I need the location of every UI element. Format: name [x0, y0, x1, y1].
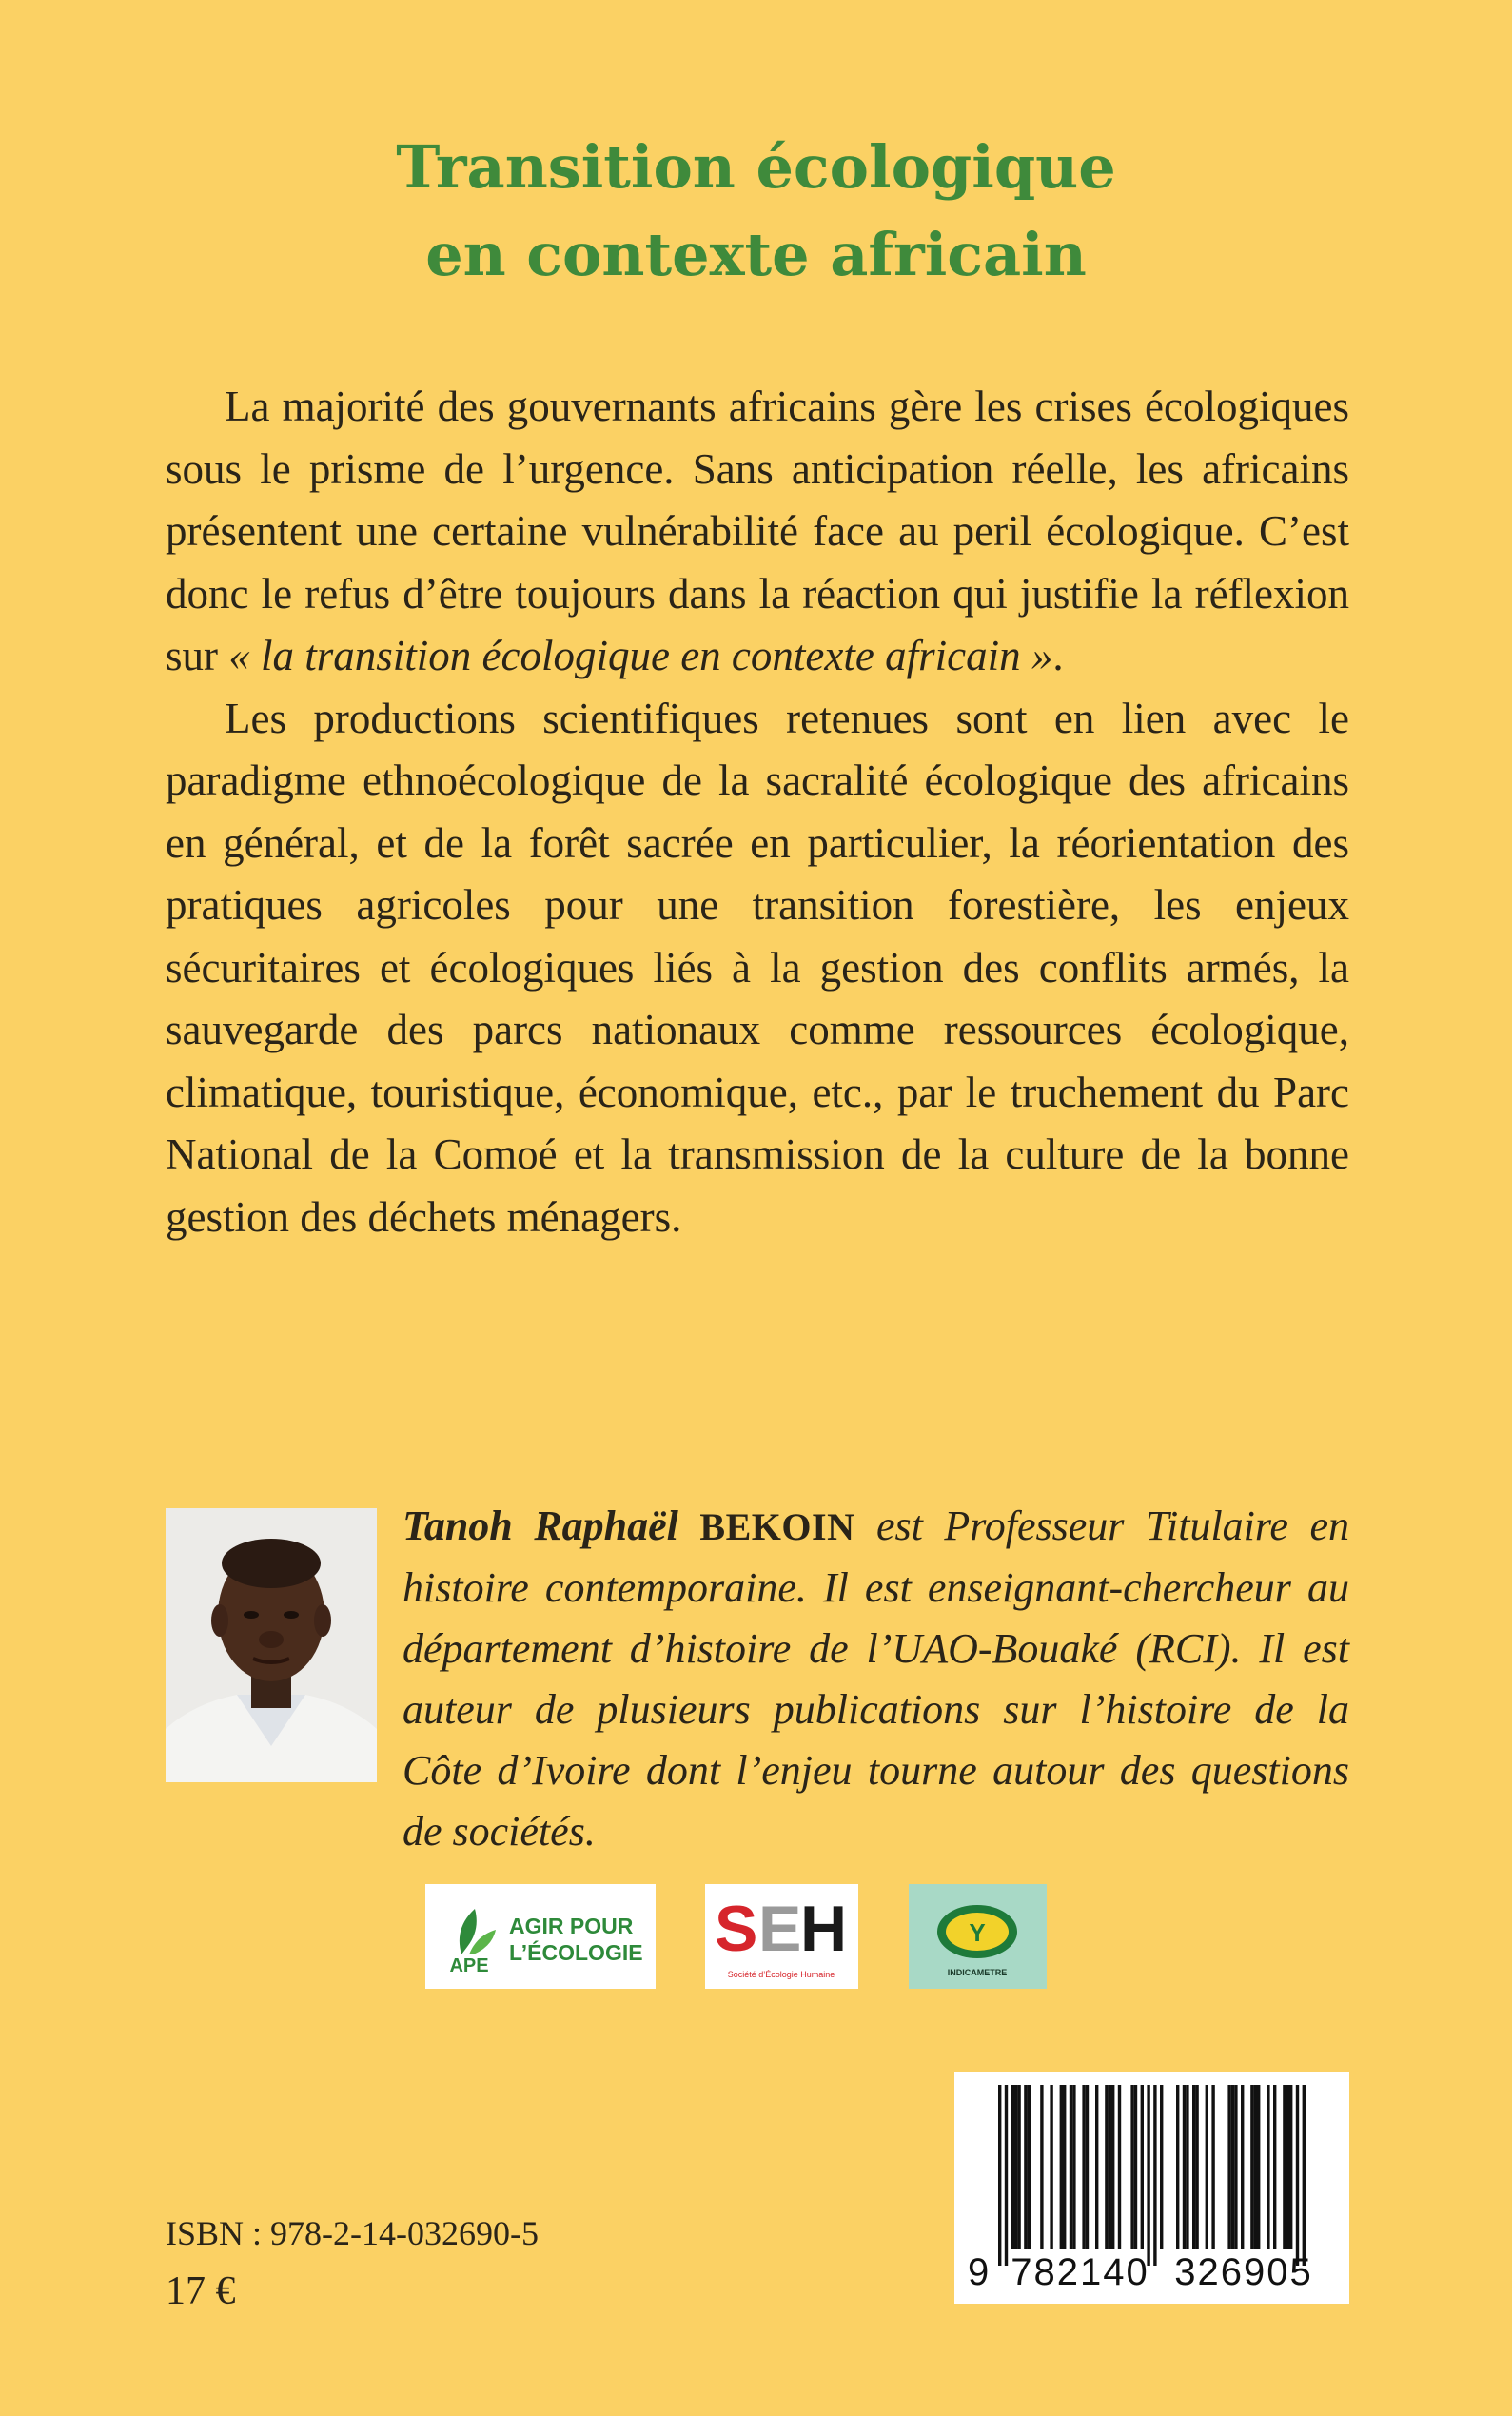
barcode-bar	[1267, 2085, 1269, 2249]
barcode-bar	[1303, 2085, 1306, 2266]
author-bio-text: est Professeur Titulaire en histoire contemporaine. Il est enseignant-chercheur au département d’histoire de l’UAO-Bouaké (RCI). Il est auteur de plusieurs publications sur l’histoire de la Côte d’Ivoire dont l’enjeu tourne autour des questions de sociétés.	[403, 1503, 1349, 1855]
barcode-bar	[1118, 2085, 1121, 2249]
ape-logo-line-2: L’ÉCOLOGIE	[509, 1940, 643, 1965]
barcode-bar	[1186, 2085, 1188, 2249]
barcode-bar	[1234, 2085, 1237, 2249]
book-title-line-2: en contexte africain	[425, 220, 1087, 289]
barcode-bar	[1160, 2085, 1163, 2249]
barcode-bar	[1014, 2085, 1017, 2249]
barcode-left-group: 782140	[1011, 2251, 1149, 2293]
seh-logo-h: H	[800, 1893, 848, 1965]
summary-paragraph-1-quote: « la transition écologique en contexte africain »	[228, 632, 1053, 679]
barcode-bar	[998, 2085, 1001, 2266]
author-portrait-image	[166, 1508, 377, 1782]
barcode-bar	[1095, 2085, 1098, 2249]
barcode-bar	[1028, 2085, 1031, 2249]
author-bio	[403, 1496, 1349, 1862]
indicametre-logo-image	[909, 1884, 1047, 1989]
barcode-bar	[1109, 2085, 1111, 2249]
author-first-names: Tanoh Raphaël	[403, 1503, 700, 1549]
summary-paragraph-1	[166, 376, 1349, 688]
seh-logo-caption: Société d’Écologie Humaine	[727, 1970, 835, 1979]
barcode-bar	[1050, 2085, 1052, 2249]
barcode-bar	[1192, 2085, 1195, 2249]
summary-paragraph-1-end: .	[1052, 632, 1064, 679]
barcode-bar	[1011, 2085, 1014, 2249]
barcode-bar	[1005, 2085, 1008, 2266]
barcode-bar	[1211, 2085, 1214, 2249]
barcode-bar	[1283, 2085, 1286, 2249]
barcode-bar	[1040, 2085, 1043, 2249]
barcode-bar	[1063, 2085, 1066, 2249]
book-title-line-1: Transition écologique	[396, 132, 1116, 202]
seh-logo-s: S	[715, 1893, 758, 1965]
seh-logo	[705, 1884, 858, 1989]
barcode-bar	[1070, 2085, 1072, 2249]
ape-logo-abbr: APE	[449, 1955, 489, 1976]
barcode-bar	[1231, 2085, 1234, 2249]
indicametre-logo-caption: INDICAMETRE	[947, 1968, 1008, 1977]
author-photo	[166, 1508, 377, 1782]
summary-paragraph-2: Les productions scientifiques retenues sont en lien avec le paradigme ethnoécologique de la sacralité écologique des africains en général, et de la forêt sacrée en particulier, la réorientation des pratiques agricoles pour une transition forestière, les enjeux sécuritaires et écologiques liés à la gestion des conflits armés, la sauvegarde des parcs nationaux comme ressources écologique, climatique, touristique, économique, etc., par le truchement du Parc National de la Comoé et la transmission de la culture de la bonne gestion des déchets ménagers.	[166, 694, 1349, 1241]
barcode-digits	[954, 2250, 1349, 2294]
isbn-text: ISBN : 978-2-14-032690-5	[166, 2214, 539, 2252]
seh-logo-image	[705, 1884, 858, 1989]
barcode-bar	[1130, 2085, 1133, 2249]
barcode-bar	[1147, 2085, 1149, 2266]
indicametre-logo-mark: Y	[969, 1918, 986, 1947]
barcode-bar	[1024, 2085, 1027, 2249]
barcode-bar	[1296, 2085, 1299, 2266]
barcode-bar	[1153, 2085, 1156, 2266]
summary-paragraph-1-text: La majorité des gouvernants africains gère les crises écologiques sous le prisme de l’urgence. Sans anticipation réelle, les africains présentent une certaine vulnérabilité face au peril écologique. C’est donc le refus d’être toujours dans la réaction qui justifie la réflexion sur	[166, 383, 1349, 679]
barcode-bar	[1082, 2085, 1085, 2249]
barcode-bar	[1060, 2085, 1063, 2249]
barcode-bar	[1286, 2085, 1289, 2249]
barcode-bar	[1241, 2085, 1244, 2249]
seh-logo-e: E	[758, 1893, 802, 1965]
barcode-bar	[1017, 2085, 1020, 2249]
price-text: 17 €	[166, 2269, 236, 2313]
back-cover-summary	[166, 376, 1349, 1248]
barcode-bar	[1206, 2085, 1208, 2249]
barcode-first-digit: 9	[968, 2251, 990, 2293]
author-surname: BEKOIN	[699, 1505, 855, 1548]
barcode-bar	[1072, 2085, 1075, 2249]
barcode	[954, 2072, 1349, 2304]
barcode-bar	[1227, 2085, 1230, 2249]
barcode-bar	[1195, 2085, 1198, 2249]
barcode-bar	[1111, 2085, 1114, 2249]
barcode-bar	[1289, 2085, 1292, 2249]
barcode-bar	[1250, 2085, 1253, 2249]
barcode-bar	[1257, 2085, 1260, 2249]
ape-logo	[425, 1884, 656, 1989]
barcode-bar	[1105, 2085, 1108, 2249]
barcode-bar	[1176, 2085, 1179, 2249]
barcode-bar	[1254, 2085, 1257, 2249]
barcode-bar	[1141, 2085, 1144, 2249]
barcode-right-group: 326905	[1174, 2251, 1313, 2293]
book-title	[0, 124, 1512, 299]
ape-logo-image	[425, 1884, 656, 1989]
barcode-bar	[1183, 2085, 1186, 2249]
barcode-bar	[1273, 2085, 1276, 2249]
indicametre-logo	[909, 1884, 1047, 1989]
ape-logo-line-1: AGIR POUR	[509, 1914, 634, 1938]
barcode-bar	[1134, 2085, 1137, 2249]
barcode-bar	[1086, 2085, 1089, 2249]
